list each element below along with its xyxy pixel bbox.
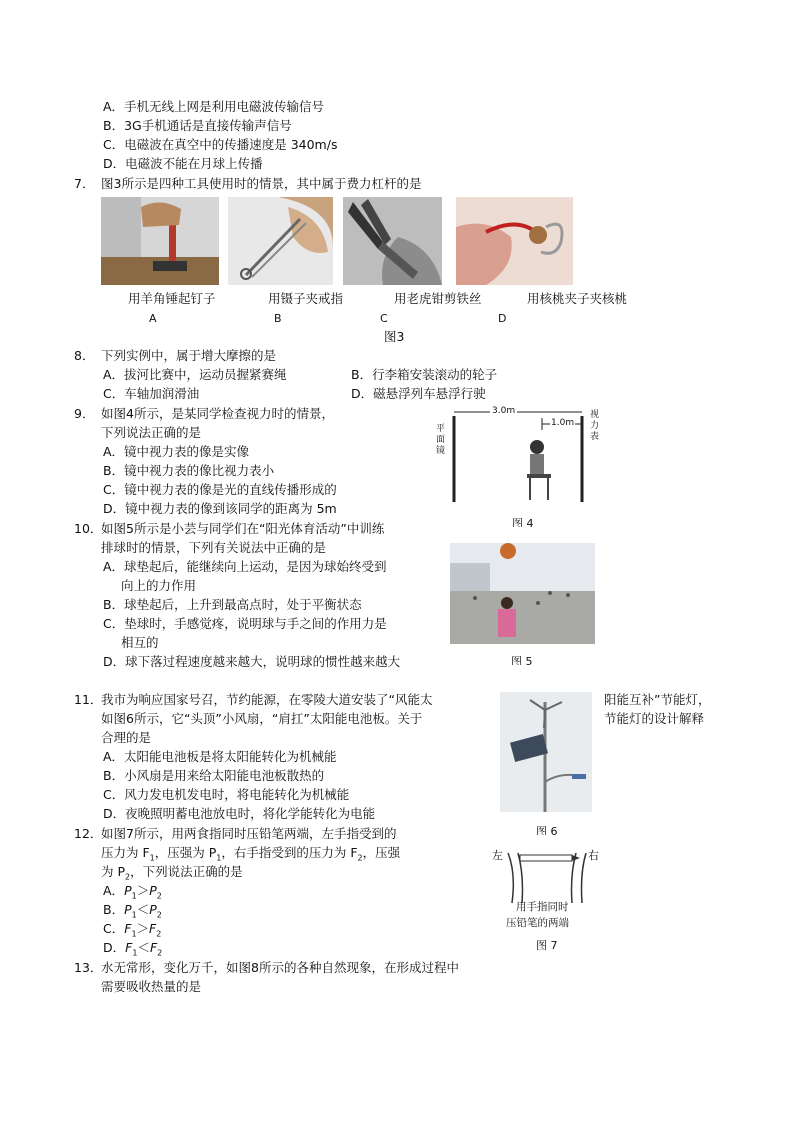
- hammer-photo: [101, 197, 219, 285]
- q9-option-b: B．镜中视力表的像比视力表小: [103, 463, 275, 478]
- eye-test-diagram: [432, 402, 612, 530]
- q13-number: 13．: [74, 960, 103, 975]
- distance-3m-label: 3.0m: [492, 406, 516, 416]
- figure-7-label: 图 7: [536, 939, 558, 952]
- q10-option-a-line1: A．球垫起后，能继续向上运动，是因为球始终受到: [103, 559, 387, 574]
- q7-letter-d: D: [498, 312, 507, 325]
- q10-option-d: D．球下落过程速度越来越大，说明球的惯性越来越大: [103, 654, 401, 669]
- q12-stem-line1: 如图7所示，用两食指同时压铅笔两端，左手指受到的: [101, 826, 397, 841]
- q9-option-c: C．镜中视力表的像是光的直线传播形成的: [103, 482, 337, 497]
- figure-6-label: 图 6: [536, 826, 558, 835]
- q10-stem-line1: 如图5所示是小芸与同学们在“阳光体育活动”中训练: [101, 521, 385, 536]
- q12-option-a: A．$P_1>P_2$: [103, 883, 162, 901]
- q7-stem: 图3所示是四种工具使用时的情景，其中属于费力杠杆的是: [101, 176, 422, 191]
- figure-7: [488, 843, 606, 953]
- q9-option-d: D．镜中视力表的像到该同学的距离为 5m: [103, 501, 337, 516]
- q9-number: 9．: [74, 406, 95, 421]
- tweezers-photo: [228, 197, 333, 285]
- q8-option-a: A．拔河比赛中，运动员握紧赛绳: [103, 367, 287, 382]
- q10-number: 10．: [74, 521, 103, 536]
- q8-option-b: B．行李箱安装滚动的轮子: [351, 367, 498, 382]
- streetlight-photo: [500, 692, 592, 812]
- q12-stem-line3: 为 $P_2$，下列说法正确的是: [101, 864, 243, 882]
- q7-letter-b: B: [274, 312, 282, 325]
- mirror-label: 平面镜: [436, 424, 446, 456]
- q13-stem-line1: 水无常形，变化万千，如图8所示的各种自然现象，在形成过程中: [101, 960, 459, 975]
- q9-stem-line1: 如图4所示，是某同学检查视力时的情景，: [101, 406, 334, 421]
- q7-caption-b: 用镊子夹戒指: [268, 291, 344, 306]
- q12-number: 12．: [74, 826, 103, 841]
- q13-stem-line2: 需要吸收热量的是: [101, 979, 202, 994]
- figure-5-label: 图 5: [511, 656, 533, 665]
- pliers-photo: [343, 197, 442, 285]
- q7-caption-d: 用核桃夹子夹核桃: [527, 291, 628, 306]
- q11-number: 11．: [74, 692, 103, 707]
- q11-option-c: C．风力发电机发电时，将电能转化为机械能: [103, 787, 350, 802]
- q6-option-d: D．电磁波不能在月球上传播: [103, 156, 263, 171]
- q11-stem-line1: 我市为响应国家号召，节约能源，在零陵大道安装了“风能太: [101, 692, 433, 707]
- q7-caption-a: 用羊角锤起钉子: [128, 291, 216, 306]
- q12-option-b: B．$P_1<P_2$: [103, 902, 162, 920]
- q7-letter-c: C: [380, 312, 388, 325]
- q6-option-c: C．电磁波在真空中的传播速度是 340m/s: [103, 137, 338, 152]
- q7-letter-a: A: [149, 312, 157, 325]
- q8-number: 8．: [74, 348, 95, 363]
- q11-option-d: D．夜晚照明蓄电池放电时，将化学能转化为电能: [103, 806, 376, 821]
- nutcracker-image: [456, 197, 573, 285]
- q7-caption-c: 用老虎钳剪铁丝: [394, 291, 482, 306]
- nutcracker-photo: [456, 197, 573, 285]
- q10-option-b: B．球垫起后，上升到最高点时，处于平衡状态: [103, 597, 362, 612]
- q11-option-a: A．太阳能电池板是将太阳能转化为机械能: [103, 749, 337, 764]
- q9-option-a: A．镜中视力表的像是实像: [103, 444, 250, 459]
- q11-stem-line3: 合理的是: [101, 730, 152, 745]
- figure-4: [432, 402, 612, 530]
- eye-chart-label: 视力表: [590, 410, 600, 442]
- q11-stem-line2-tail: 节能灯的设计解释: [604, 711, 705, 726]
- q8-option-c: C．车轴加润滑油: [103, 386, 200, 401]
- tweezers-image: [228, 197, 333, 285]
- q9-stem-line2: 下列说法正确的是: [101, 425, 202, 440]
- pliers-image: [343, 197, 442, 285]
- figure-3-label: 图3: [384, 329, 405, 344]
- q12-stem-line2: 压力为 $F_1$，压强为 $P_1$，右手指受到的压力为 $F_2$，压强: [101, 845, 401, 863]
- figure-7-caption-line1: 用手指同时: [516, 901, 569, 913]
- q10-option-c-line1: C．垫球时，手感觉疼，说明球与手之间的作用力是: [103, 616, 387, 631]
- q11-stem-line2: 如图6所示，它“头顶”小风扇，“肩扛”太阳能电池板。关于: [101, 711, 423, 726]
- figure-4-label: 图 4: [512, 518, 534, 527]
- q8-option-d: D．磁悬浮列车悬浮行驶: [351, 386, 486, 401]
- q10-option-c-line2: 相互的: [121, 635, 159, 650]
- streetlight-image: [500, 692, 592, 812]
- volleyball-photo: [450, 543, 595, 644]
- volleyball-image: [450, 543, 595, 644]
- q7-number: 7．: [74, 176, 95, 191]
- figure-7-caption-line2: 压铅笔的两端: [506, 917, 569, 929]
- q10-option-a-line2: 向上的力作用: [121, 578, 197, 593]
- q10-stem-line2: 排球时的情景，下列有关说法中正确的是: [101, 540, 327, 555]
- q12-option-d: D．$F_1<F_2$: [103, 940, 163, 958]
- distance-1m-label: 1.0m: [551, 418, 575, 428]
- q12-option-c: C．$F_1>F_2$: [103, 921, 162, 939]
- q6-option-b: B．3G手机通话是直接传输声信号: [103, 118, 292, 133]
- right-label: 右: [588, 849, 599, 862]
- q11-option-b: B．小风扇是用来给太阳能电池板散热的: [103, 768, 325, 783]
- q11-stem-line1-tail: 阳能互补”节能灯，: [604, 692, 711, 707]
- q6-option-a: A．手机无线上网是利用电磁波传输信号: [103, 99, 325, 114]
- q8-stem: 下列实例中，属于增大摩擦的是: [101, 348, 277, 363]
- left-label: 左: [492, 849, 503, 862]
- hammer-image: [101, 197, 219, 285]
